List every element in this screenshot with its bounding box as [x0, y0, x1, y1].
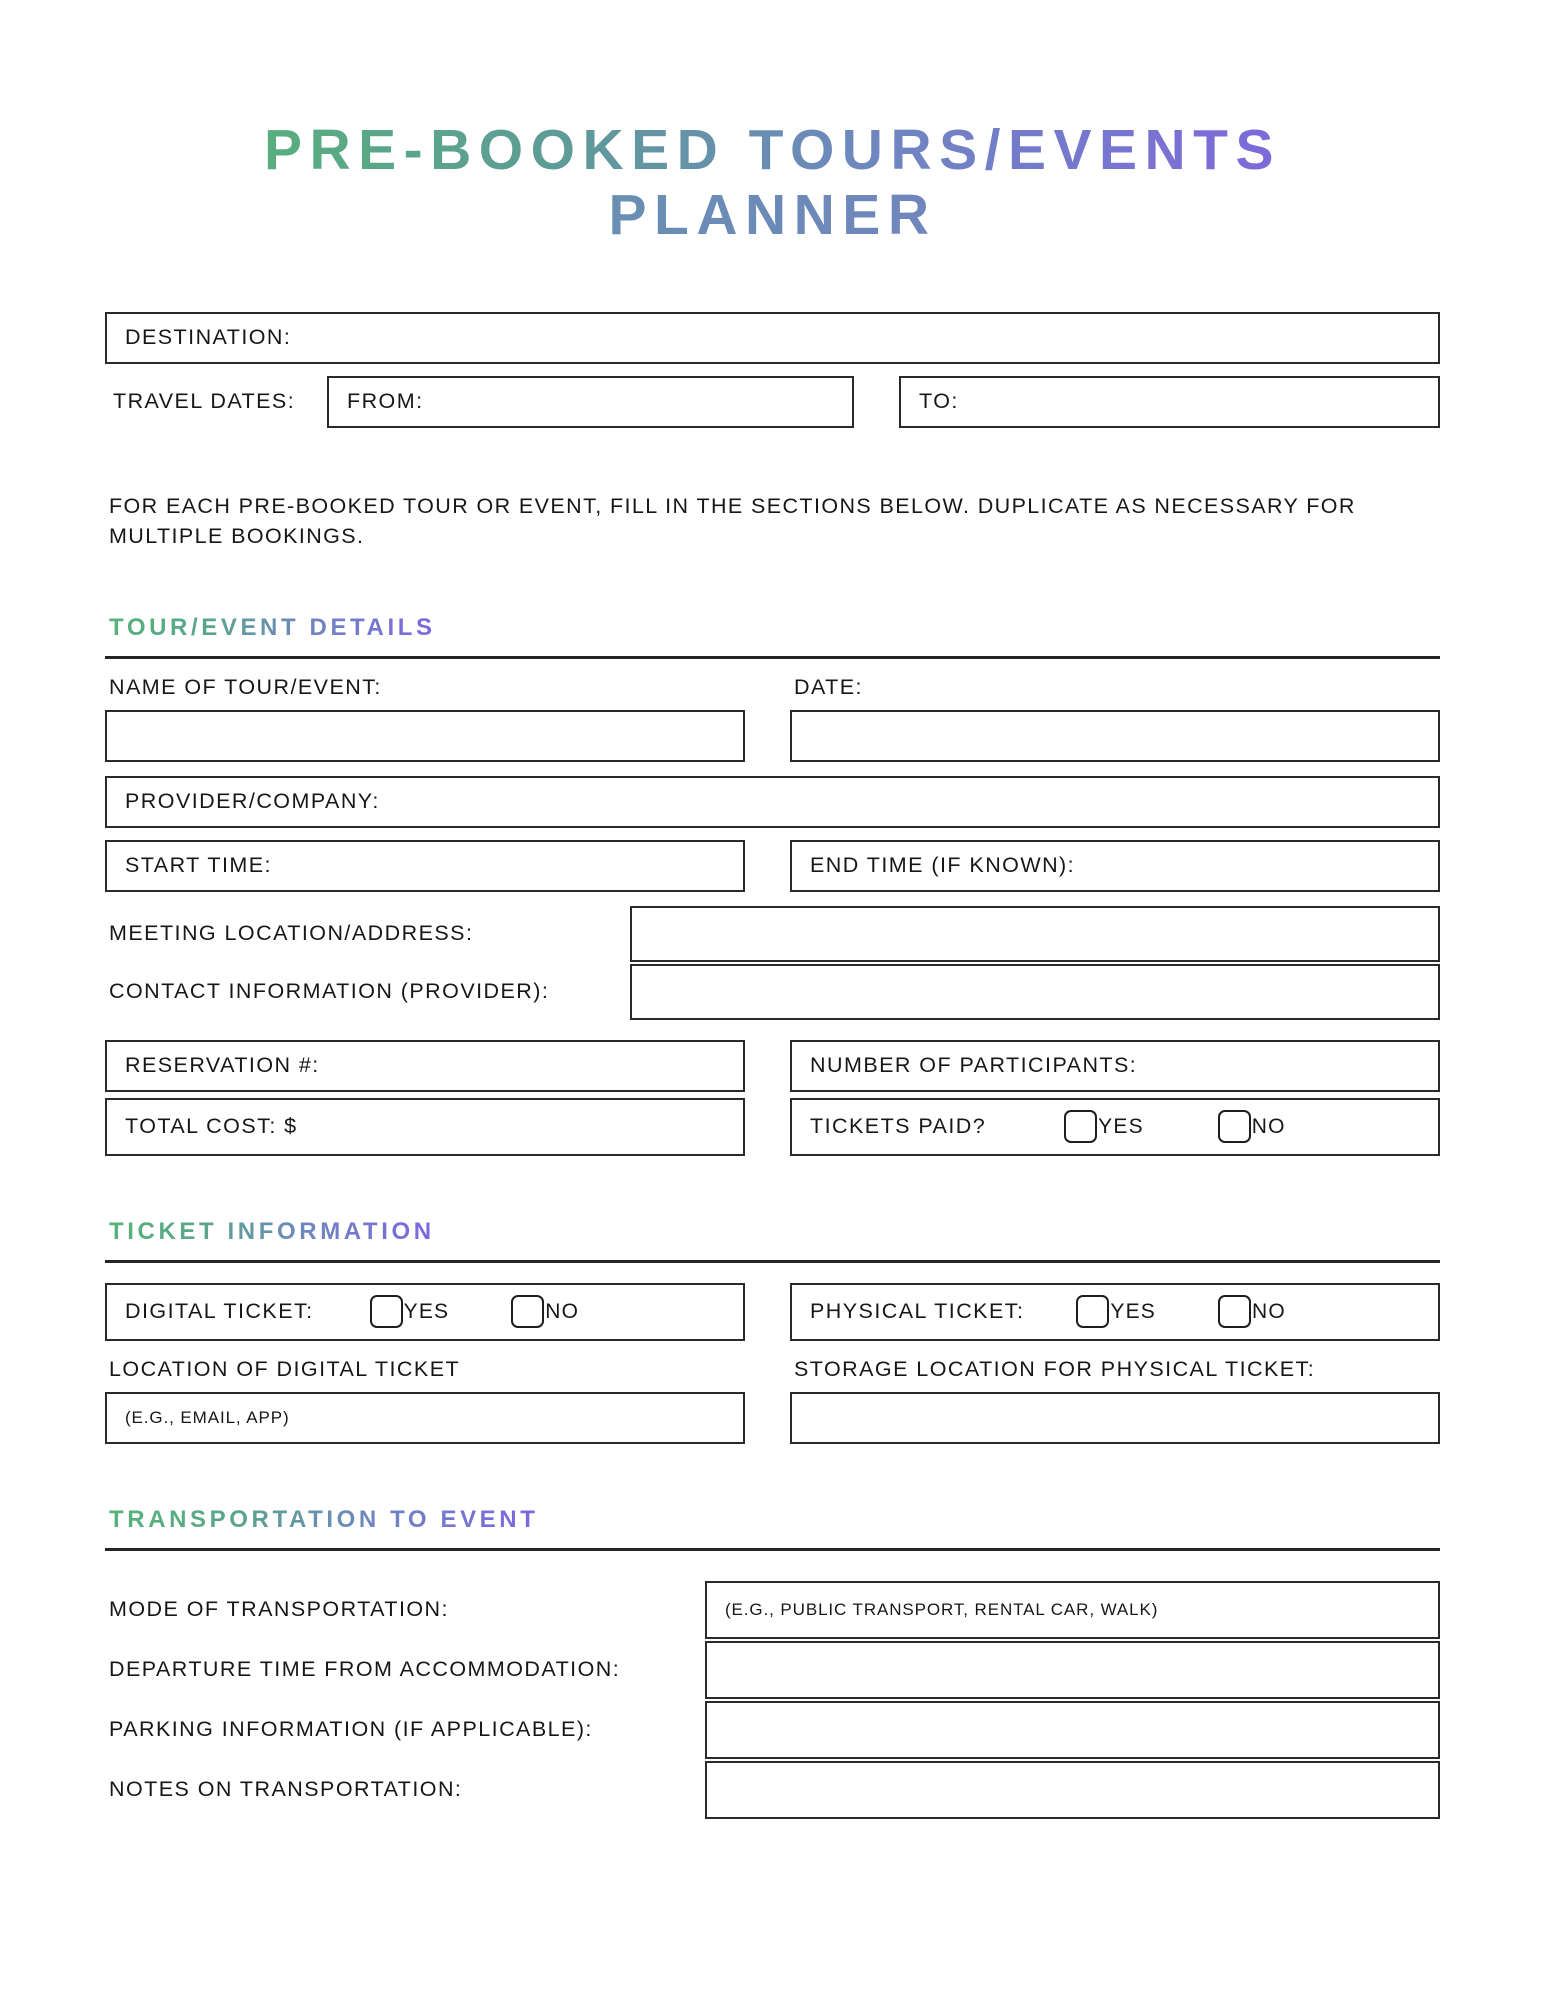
meeting-location-row — [105, 906, 1440, 962]
spacer — [745, 1040, 790, 1092]
date-input[interactable] — [790, 710, 1440, 762]
section-divider — [105, 656, 1440, 659]
departure-time-input[interactable] — [705, 1641, 1440, 1699]
destination-label: DESTINATION: — [125, 325, 292, 350]
digital-ticket-location-label: LOCATION OF DIGITAL TICKET — [109, 1356, 461, 1381]
checkbox-icon[interactable] — [511, 1295, 544, 1328]
digital-ticket-location-placeholder: (E.G., EMAIL, APP) — [125, 1407, 290, 1427]
name-of-tour-group — [105, 675, 745, 762]
section-transportation — [105, 1506, 1440, 1819]
spacer — [745, 1098, 790, 1156]
spacer — [745, 1357, 790, 1444]
time-row — [105, 840, 1440, 892]
spacer — [745, 1283, 790, 1341]
total-cost-field[interactable] — [105, 1098, 745, 1156]
contact-info-input[interactable] — [630, 964, 1440, 1020]
ticket-type-row — [105, 1283, 1440, 1341]
provider-company-field[interactable] — [105, 776, 1440, 828]
travel-date-to-field[interactable] — [899, 376, 1440, 428]
section-heading-ticket-info: TICKET INFORMATION — [105, 1218, 435, 1246]
physical-ticket-yes-option[interactable] — [1076, 1295, 1156, 1328]
physical-ticket-no-option[interactable] — [1218, 1295, 1286, 1328]
tickets-paid-yes-label: YES — [1098, 1114, 1144, 1138]
meeting-location-label: MEETING LOCATION/ADDRESS: — [109, 921, 474, 946]
participants-label: NUMBER OF PARTICIPANTS: — [810, 1053, 1138, 1078]
destination-field[interactable] — [105, 312, 1440, 364]
travel-dates-label: TRAVEL DATES: — [113, 389, 296, 414]
digital-ticket-field — [105, 1283, 745, 1341]
page-title — [105, 0, 1440, 248]
notes-on-transportation-row — [105, 1761, 1440, 1819]
digital-ticket-no-option[interactable] — [511, 1295, 579, 1328]
section-tour-event-details — [105, 614, 1440, 1156]
reservation-number-label: RESERVATION #: — [125, 1053, 320, 1078]
physical-ticket-storage-label: STORAGE LOCATION FOR PHYSICAL TICKET: — [794, 1356, 1316, 1381]
physical-ticket-label: PHYSICAL TICKET: — [810, 1299, 1025, 1324]
travel-date-from-field[interactable] — [327, 376, 854, 428]
checkbox-icon[interactable] — [1218, 1295, 1251, 1328]
tickets-paid-field — [790, 1098, 1440, 1156]
contact-info-label: CONTACT INFORMATION (PROVIDER): — [109, 979, 550, 1004]
reservation-participants-row — [105, 1040, 1440, 1092]
section-ticket-information — [105, 1218, 1440, 1444]
checkbox-icon[interactable] — [1218, 1110, 1251, 1143]
meeting-location-input[interactable] — [630, 906, 1440, 962]
spacer — [745, 675, 790, 762]
participants-field[interactable] — [790, 1040, 1440, 1092]
mode-of-transportation-input[interactable] — [705, 1581, 1440, 1639]
departure-time-label: DEPARTURE TIME FROM ACCOMMODATION: — [109, 1657, 621, 1682]
tickets-paid-no-option[interactable] — [1218, 1110, 1286, 1143]
parking-information-label: PARKING INFORMATION (IF APPLICABLE): — [109, 1717, 593, 1742]
parking-information-input[interactable] — [705, 1701, 1440, 1759]
name-date-row — [105, 675, 1440, 762]
from-label: FROM: — [347, 389, 424, 414]
mode-of-transportation-placeholder: (E.G., PUBLIC TRANSPORT, RENTAL CAR, WALK) — [725, 1599, 1159, 1619]
name-of-tour-label: NAME OF TOUR/EVENT: — [109, 674, 382, 699]
checkbox-icon[interactable] — [1076, 1295, 1109, 1328]
cost-tickets-paid-row — [105, 1098, 1440, 1156]
notes-on-transportation-input[interactable] — [705, 1761, 1440, 1819]
tickets-paid-no-label: NO — [1251, 1114, 1286, 1138]
section-heading-tour-details: TOUR/EVENT DETAILS — [105, 614, 436, 642]
intro-text: FOR EACH PRE-BOOKED TOUR OR EVENT, FILL IN THE SECTIONS BELOW. DUPLICATE AS NECESSARY FOR MULTIPLE BOOKINGS. — [109, 493, 1356, 549]
ticket-location-row — [105, 1357, 1440, 1444]
tickets-paid-label: TICKETS PAID? — [810, 1114, 987, 1139]
checkbox-icon[interactable] — [370, 1295, 403, 1328]
physical-ticket-field — [790, 1283, 1440, 1341]
mode-of-transportation-row — [105, 1581, 1440, 1639]
name-of-tour-input[interactable] — [105, 710, 745, 762]
tickets-paid-yes-option[interactable] — [1064, 1110, 1144, 1143]
physical-ticket-yes-label: YES — [1110, 1299, 1156, 1323]
section-divider — [105, 1548, 1440, 1551]
trip-header-block — [105, 312, 1440, 428]
digital-ticket-location-input[interactable] — [105, 1392, 745, 1444]
digital-ticket-yes-label: YES — [403, 1299, 450, 1323]
parking-information-row — [105, 1701, 1440, 1759]
provider-company-label: PROVIDER/COMPANY: — [125, 789, 380, 814]
physical-ticket-storage-input[interactable] — [790, 1392, 1440, 1444]
total-cost-label: TOTAL COST: $ — [125, 1114, 298, 1139]
mode-of-transportation-label: MODE OF TRANSPORTATION: — [109, 1597, 449, 1622]
digital-ticket-location-group — [105, 1357, 745, 1444]
section-divider — [105, 1260, 1440, 1263]
digital-ticket-yes-option[interactable] — [370, 1295, 450, 1328]
checkbox-icon[interactable] — [1064, 1110, 1097, 1143]
contact-info-row — [105, 964, 1440, 1020]
spacer — [745, 840, 790, 892]
physical-ticket-no-label: NO — [1252, 1299, 1286, 1323]
section-heading-transportation: TRANSPORTATION TO EVENT — [105, 1506, 538, 1534]
notes-on-transportation-label: NOTES ON TRANSPORTATION: — [109, 1777, 463, 1802]
page-title-line-1: PRE-BOOKED TOURS/EVENTS — [105, 118, 1440, 183]
end-time-field[interactable] — [790, 840, 1440, 892]
to-label: TO: — [919, 389, 959, 414]
end-time-label: END TIME (IF KNOWN): — [810, 853, 1076, 878]
digital-ticket-label: DIGITAL TICKET: — [125, 1299, 314, 1324]
physical-ticket-storage-group — [790, 1357, 1440, 1444]
start-time-field[interactable] — [105, 840, 745, 892]
page-title-line-2: PLANNER — [105, 183, 1440, 248]
date-group — [790, 675, 1440, 762]
departure-time-row — [105, 1641, 1440, 1699]
digital-ticket-no-label: NO — [545, 1299, 580, 1323]
travel-dates-row — [105, 376, 1440, 428]
date-label: DATE: — [794, 674, 863, 699]
start-time-label: START TIME: — [125, 853, 272, 878]
reservation-number-field[interactable] — [105, 1040, 745, 1092]
